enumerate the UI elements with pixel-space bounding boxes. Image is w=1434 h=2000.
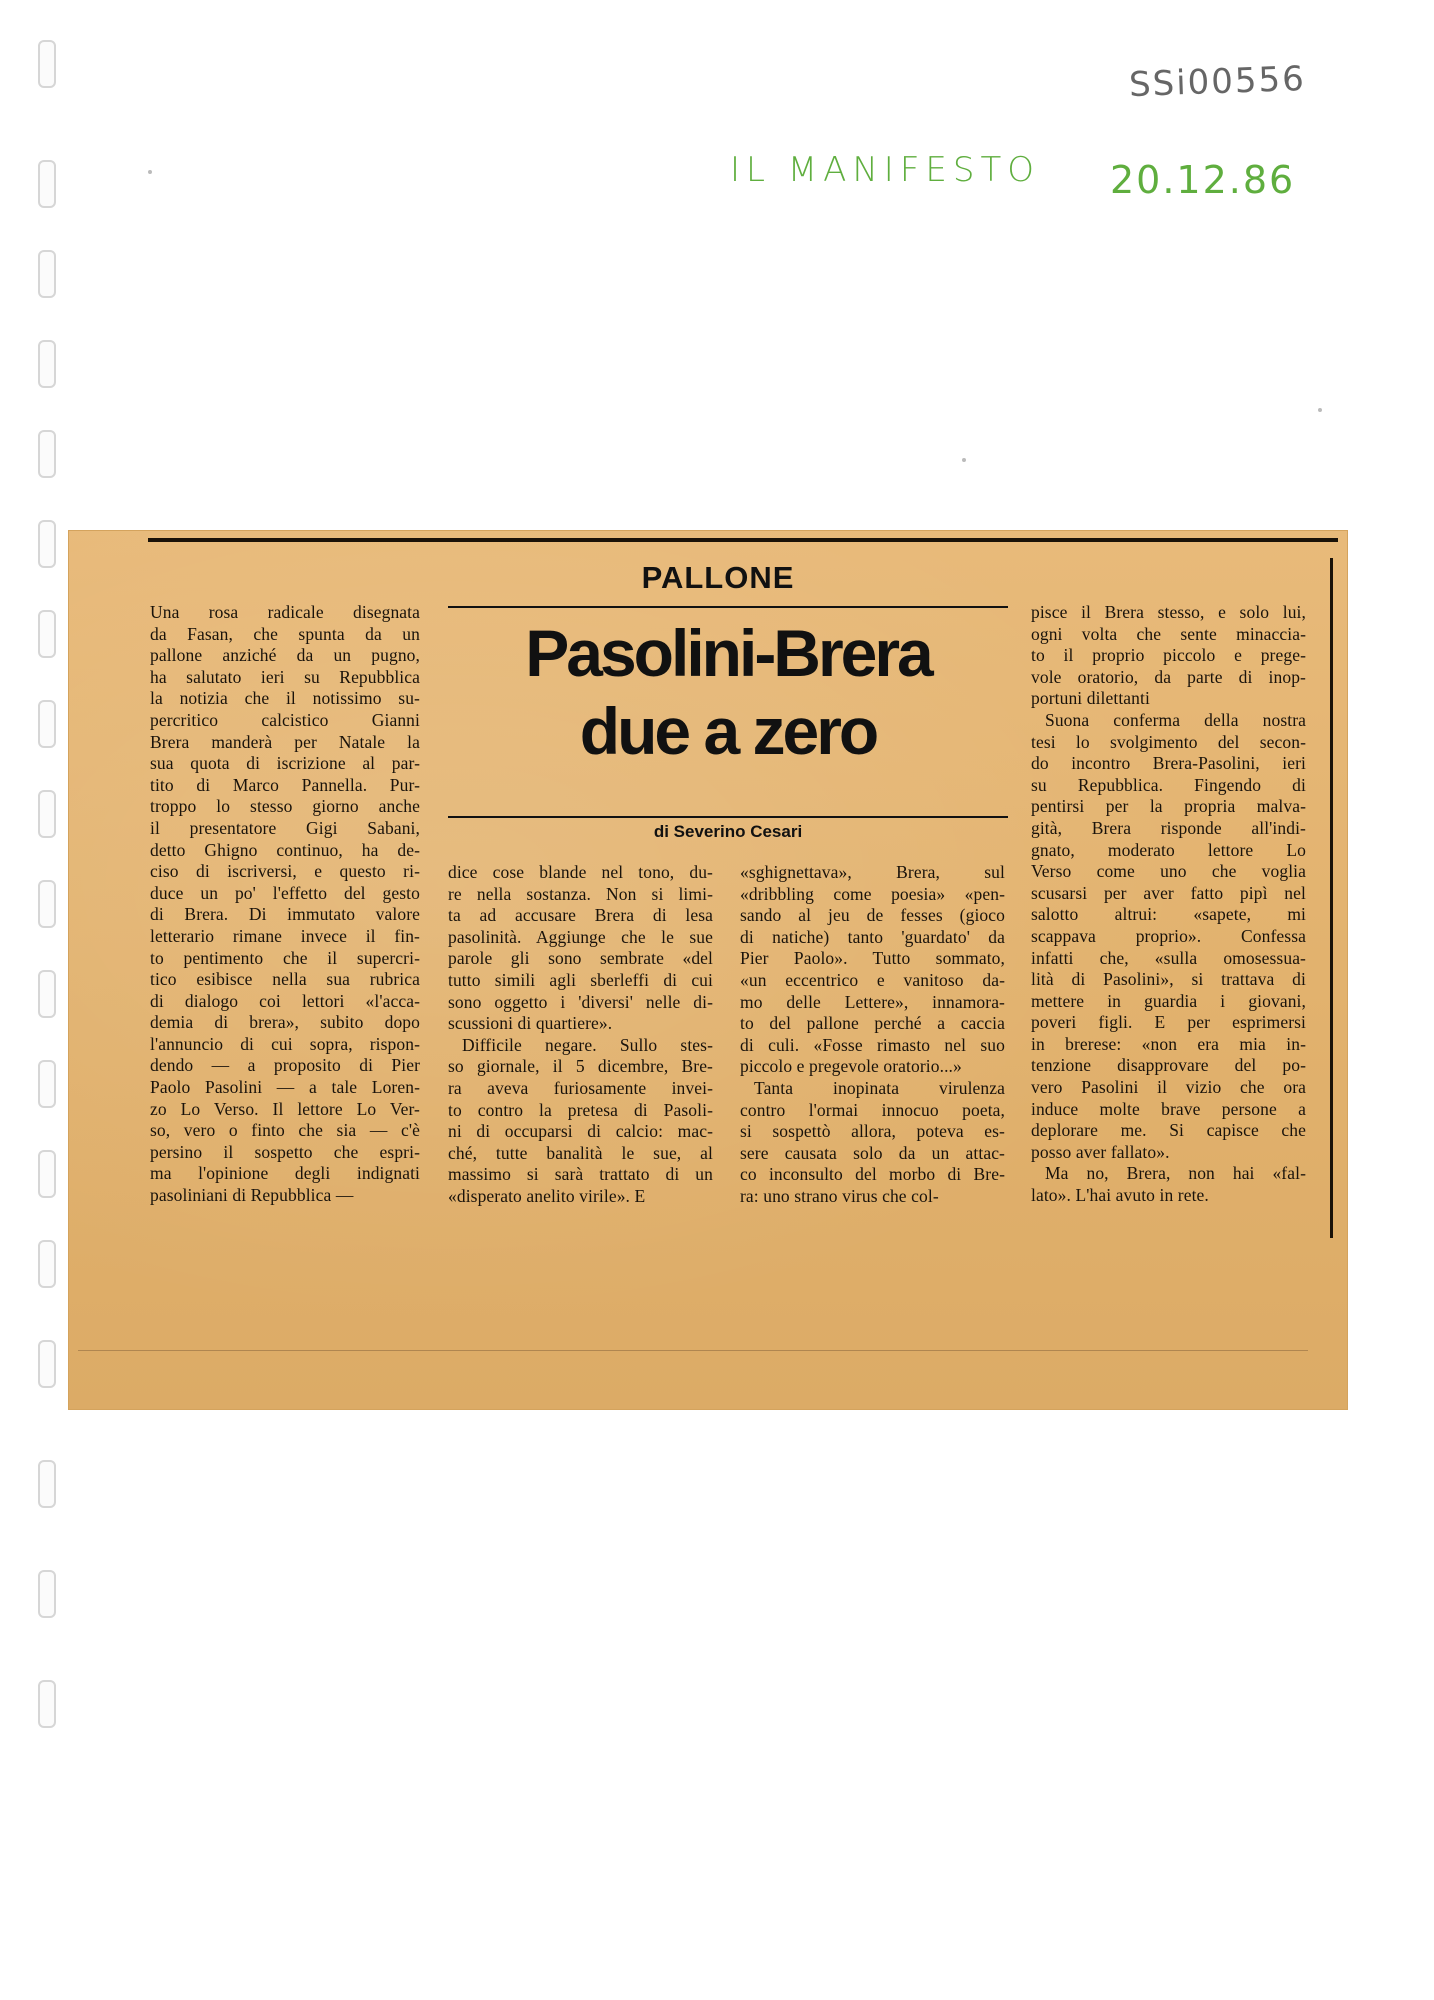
column-line: lità di Pasolini», si trattava di: [1031, 969, 1306, 990]
binder-hole: [38, 790, 56, 838]
column-line: mo delle Lettere», innamora-: [740, 991, 1005, 1012]
binder-hole: [38, 40, 56, 88]
binder-hole: [38, 520, 56, 568]
column-line: ta ad accusare Brera di lesa: [448, 905, 713, 926]
column-line: tesi lo svolgimento del secon-: [1031, 731, 1306, 752]
column-line: la notizia che il notissimo su-: [150, 688, 420, 709]
publication-name: IL MANIFESTO: [730, 150, 1040, 190]
cut-line: [78, 1350, 1308, 1351]
binder-hole: [38, 1060, 56, 1108]
article-column-2: [448, 862, 713, 1208]
column-line: to pentimento che il supercri-: [150, 947, 420, 968]
column-line: di natiche) tanto 'guardato' da: [740, 926, 1005, 947]
column-line: Paolo Pasolini — a tale Loren-: [150, 1077, 420, 1098]
publication-date: 20.12.86: [1110, 158, 1296, 202]
binder-hole: [38, 1680, 56, 1728]
scan-speck: [1318, 408, 1322, 412]
column-line: troppo lo stesso giorno anche: [150, 796, 420, 817]
column-line: ogni volta che sente minaccia-: [1031, 623, 1306, 644]
column-line: «sghignettava», Brera, sul: [740, 862, 1005, 882]
column-line: Pier Paolo». Tutto sommato,: [740, 948, 1005, 969]
column-line: duce un po' l'effetto del gesto: [150, 882, 420, 903]
binder-hole: [38, 1240, 56, 1288]
column-line: Suona conferma della nostra: [1045, 709, 1306, 730]
column-line: poveri figli. E per esprimersi: [1031, 1012, 1306, 1033]
column-line: contro l'ormai innocuo poeta,: [740, 1099, 1005, 1120]
column-line: to il proprio piccolo e prege-: [1031, 645, 1306, 666]
column-line: sando al jeu de fesses (gioco: [740, 905, 1005, 926]
column-line: scusarsi per aver fatto pipì nel: [1031, 882, 1306, 903]
column-line: so giornale, il 5 dicembre, Bre-: [448, 1056, 713, 1077]
column-line: zo Lo Verso. Il lettore Lo Ver-: [150, 1098, 420, 1119]
column-line: Verso come uno che voglia: [1031, 861, 1306, 882]
byline: di Severino Cesari: [653, 822, 803, 841]
column-line: dice cose blande nel tono, du-: [448, 862, 713, 882]
article-column-4: [1031, 602, 1306, 1207]
column-line: posso aver fallato».: [1031, 1141, 1170, 1162]
column-line: to del pallone perché a caccia: [740, 1013, 1005, 1034]
column-line: Brera manderà per Natale la: [150, 731, 420, 752]
column-line: pallone anziché da un pugno,: [150, 645, 420, 666]
column-line: portuni dilettanti: [1031, 688, 1150, 709]
column-line: scappava proprio». Confessa: [1031, 925, 1306, 946]
column-line: «dribbling come poesia» «pen-: [740, 883, 1005, 904]
column-line: percritico calcistico Gianni: [150, 709, 420, 730]
column-line: so, vero o finto che sia — c'è: [150, 1120, 420, 1141]
column-line: Difficile negare. Sullo stes-: [462, 1034, 713, 1055]
headline-rule-bottom: [448, 816, 1008, 818]
column-line: co inconsulto del morbo di Bre-: [740, 1164, 1005, 1185]
column-line: to contro la pretesa di Pasoli-: [448, 1099, 713, 1120]
binder-hole: [38, 1150, 56, 1198]
article-column-3: [740, 862, 1005, 1208]
binder-hole: [38, 880, 56, 928]
column-line: vero Pasolini il vizio che ora: [1031, 1077, 1306, 1098]
section-kicker: PALLONE: [641, 560, 795, 595]
archive-code: SSi00556: [1128, 58, 1307, 106]
column-line: pisce il Brera stesso, e solo lui,: [1031, 602, 1306, 622]
headline-line: Pasolini-Brera: [525, 616, 931, 690]
top-rule: [148, 538, 1338, 542]
column-line: ché, tutte banalità le sue, al: [448, 1142, 713, 1163]
column-line: sua quota di iscrizione al par-: [150, 753, 420, 774]
column-line: pasolinità. Aggiunge che le sue: [448, 926, 713, 947]
article-column-1: [150, 602, 420, 1207]
column-line: piccolo e pregevole oratorio...»: [740, 1056, 962, 1077]
column-line: ra aveva furiosamente invei-: [448, 1077, 713, 1098]
column-line: tutto simili agli sberleffi di cui: [448, 969, 713, 990]
column-line: sono oggetto i 'diversi' nelle di-: [448, 991, 713, 1012]
column-line: «disperato anelito virile». E: [448, 1185, 646, 1206]
column-line: ha salutato ieri su Repubblica: [150, 666, 420, 687]
column-line: ni di occuparsi di calcio: mac-: [448, 1121, 713, 1142]
column-line: sere causata solo da un attac-: [740, 1142, 1005, 1163]
binder-hole: [38, 1570, 56, 1618]
column-line: il presentatore Gigi Sabani,: [150, 817, 420, 838]
column-line: do incontro Brera-Pasolini, ieri: [1031, 753, 1306, 774]
right-rule: [1330, 558, 1333, 1238]
column-line: ra: uno strano virus che col-: [740, 1185, 939, 1206]
column-line: da Fasan, che spunta da un: [150, 623, 420, 644]
binder-hole: [38, 970, 56, 1018]
column-line: tito di Marco Pannella. Pur-: [150, 774, 420, 795]
column-line: tico esibisce nella sua rubrica: [150, 969, 420, 990]
column-line: demia di brera», subito dopo: [150, 1012, 420, 1033]
column-line: Una rosa radicale disegnata: [150, 602, 420, 622]
newspaper-clipping: [68, 530, 1348, 1410]
article: [68, 530, 1348, 1410]
column-line: di culi. «Fosse rimasto nel suo: [740, 1034, 1005, 1055]
column-line: di Brera. Di immutato valore: [150, 904, 420, 925]
column-line: ma l'opinione degli indignati: [150, 1163, 420, 1184]
binder-hole: [38, 610, 56, 658]
column-line: su Repubblica. Fingendo di: [1031, 774, 1306, 795]
column-line: mettere in guardia i giovani,: [1031, 990, 1306, 1011]
column-line: gnato, moderato lettore Lo: [1031, 839, 1306, 860]
column-line: detto Ghigno continuo, ha de-: [150, 839, 420, 860]
column-line: scussioni di quartiere».: [448, 1013, 613, 1034]
binder-holes: [38, 40, 58, 1740]
column-line: massimo si sarà trattato di un: [448, 1164, 713, 1185]
column-line: Ma no, Brera, non hai «fal-: [1045, 1163, 1306, 1184]
column-line: induce molte brave persone a: [1031, 1098, 1306, 1119]
column-line: pasoliniani di Repubblica —: [150, 1185, 354, 1206]
column-line: gità, Brera risponde all'indi-: [1031, 817, 1306, 838]
column-line: l'annuncio di cui sopra, rispon-: [150, 1033, 420, 1054]
binder-hole: [38, 430, 56, 478]
column-line: deplorare me. Si capisce che: [1031, 1120, 1306, 1141]
column-line: parole gli sono sembrate «del: [448, 948, 713, 969]
column-line: lato». L'hai avuto in rete.: [1031, 1185, 1209, 1206]
column-line: di dialogo coi lettori «l'acca-: [150, 990, 420, 1011]
column-line: tenzione disapprovare del po-: [1031, 1055, 1306, 1076]
column-line: infatti che, «sulla omosessua-: [1031, 947, 1306, 968]
column-line: persino il sospetto che espri-: [150, 1141, 420, 1162]
column-line: vole oratorio, da parte di inop-: [1031, 666, 1306, 687]
column-line: ciso di iscriversi, e questo ri-: [150, 861, 420, 882]
headline-rule-top: [448, 606, 1008, 608]
binder-hole: [38, 700, 56, 748]
binder-hole: [38, 250, 56, 298]
binder-hole: [38, 160, 56, 208]
column-line: dendo — a proposito di Pier: [150, 1055, 420, 1076]
column-line: Tanta inopinata virulenza: [754, 1077, 1005, 1098]
scan-speck: [962, 458, 966, 462]
column-line: in brerese: «non era mia in-: [1031, 1033, 1306, 1054]
scan-speck: [148, 170, 152, 174]
headline-line: due a zero: [579, 694, 877, 768]
headline: [448, 614, 1008, 770]
binder-hole: [38, 340, 56, 388]
column-line: «un eccentrico e vanitoso da-: [740, 969, 1005, 990]
binder-hole: [38, 1460, 56, 1508]
column-line: re nella sostanza. Non si limi-: [448, 883, 713, 904]
column-line: pentirsi per la propria malva-: [1031, 796, 1306, 817]
binder-hole: [38, 1340, 56, 1388]
column-line: letterario rimane invece il fin-: [150, 925, 420, 946]
column-line: salotto altrui: «sapete, mi: [1031, 904, 1306, 925]
column-line: si sospettò allora, poteva es-: [740, 1121, 1005, 1142]
